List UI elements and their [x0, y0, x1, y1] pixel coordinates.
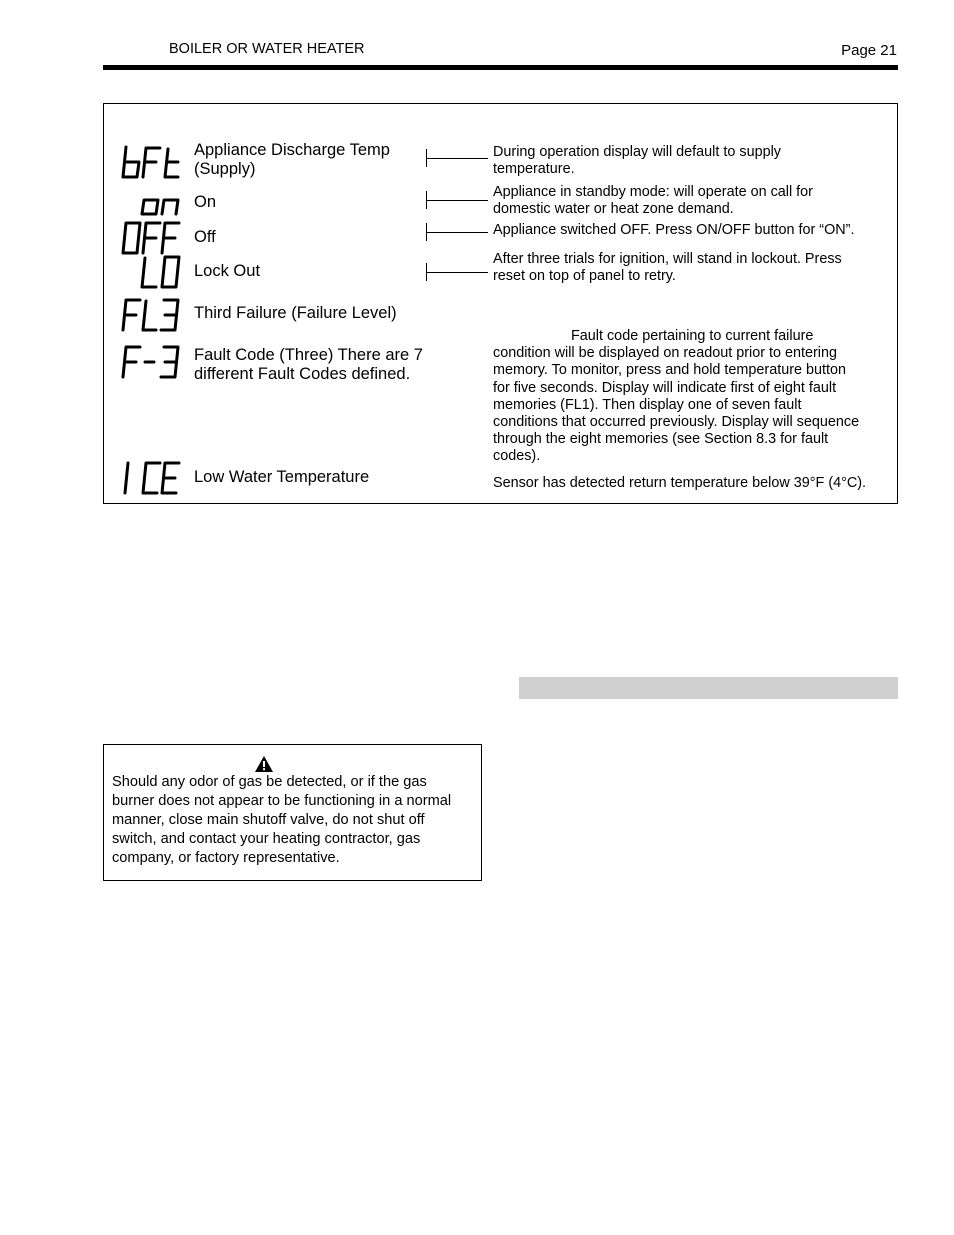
- warning-triangle-icon: [254, 755, 274, 773]
- code-note-f3: Fault code pertaining to current failure condition will be displayed on readout prior to entering memory. To monitor, press and hold temperature button for five seconds. Display will indicate first of eight fault memories (FL1). Then display one of seven fault conditions that occurred previously. Display will sequence through the eight memories (see Section 8.3 for fault codes).: [493, 328, 860, 465]
- code-display-fl3: [120, 297, 182, 333]
- code-display-lo: [120, 254, 182, 290]
- code-desc-ice: Low Water Temperature: [194, 468, 370, 486]
- section-heading-bar: [519, 677, 898, 699]
- code-desc-on: On: [194, 193, 217, 211]
- code-note-on: Appliance in standby mode: will operate on call for domestic water or heat zone demand.: [493, 184, 813, 218]
- code-display-ice: [120, 460, 182, 496]
- code-display-on: [120, 184, 182, 220]
- code-note-bft: During operation display will default to supply temperature.: [493, 144, 781, 178]
- header-rule: [103, 65, 898, 70]
- code-desc-f3: Fault Code (Three) There are 7 different Fault Codes defined.: [194, 346, 423, 383]
- connector-line: [426, 263, 488, 281]
- display-codes-table: [103, 103, 898, 504]
- code-note-lockout: After three trials for ignition, will stand in lockout. Press reset on top of panel to retry.: [493, 251, 842, 285]
- code-desc-bft: Appliance Discharge Temp (Supply): [194, 141, 390, 178]
- code-display-f3: [120, 344, 182, 380]
- code-note-off: Appliance switched OFF. Press ON/OFF button for “ON”.: [493, 222, 855, 238]
- code-display-bft: [120, 144, 182, 180]
- header-title: BOILER OR WATER HEATER: [169, 41, 365, 57]
- page-number: Page 21: [841, 42, 897, 59]
- code-desc-lockout: Lock Out: [194, 262, 261, 280]
- warning-text: Should any odor of gas be detected, or if the gas burner does not appear to be functioning in a normal manner, close main shutoff valve, do not shut off switch, and contact your heating contractor, gas company, or factory representative.: [112, 774, 452, 866]
- connector-line: [426, 223, 488, 241]
- connector-line: [426, 191, 488, 209]
- code-desc-fl3: Third Failure (Failure Level): [194, 304, 397, 322]
- connector-line: [426, 149, 488, 167]
- warning-box: [103, 744, 482, 881]
- code-note-ice: Sensor has detected return temperature below 39°F (4°C).: [493, 475, 867, 491]
- code-display-off: [120, 220, 182, 256]
- code-desc-off: Off: [194, 228, 216, 246]
